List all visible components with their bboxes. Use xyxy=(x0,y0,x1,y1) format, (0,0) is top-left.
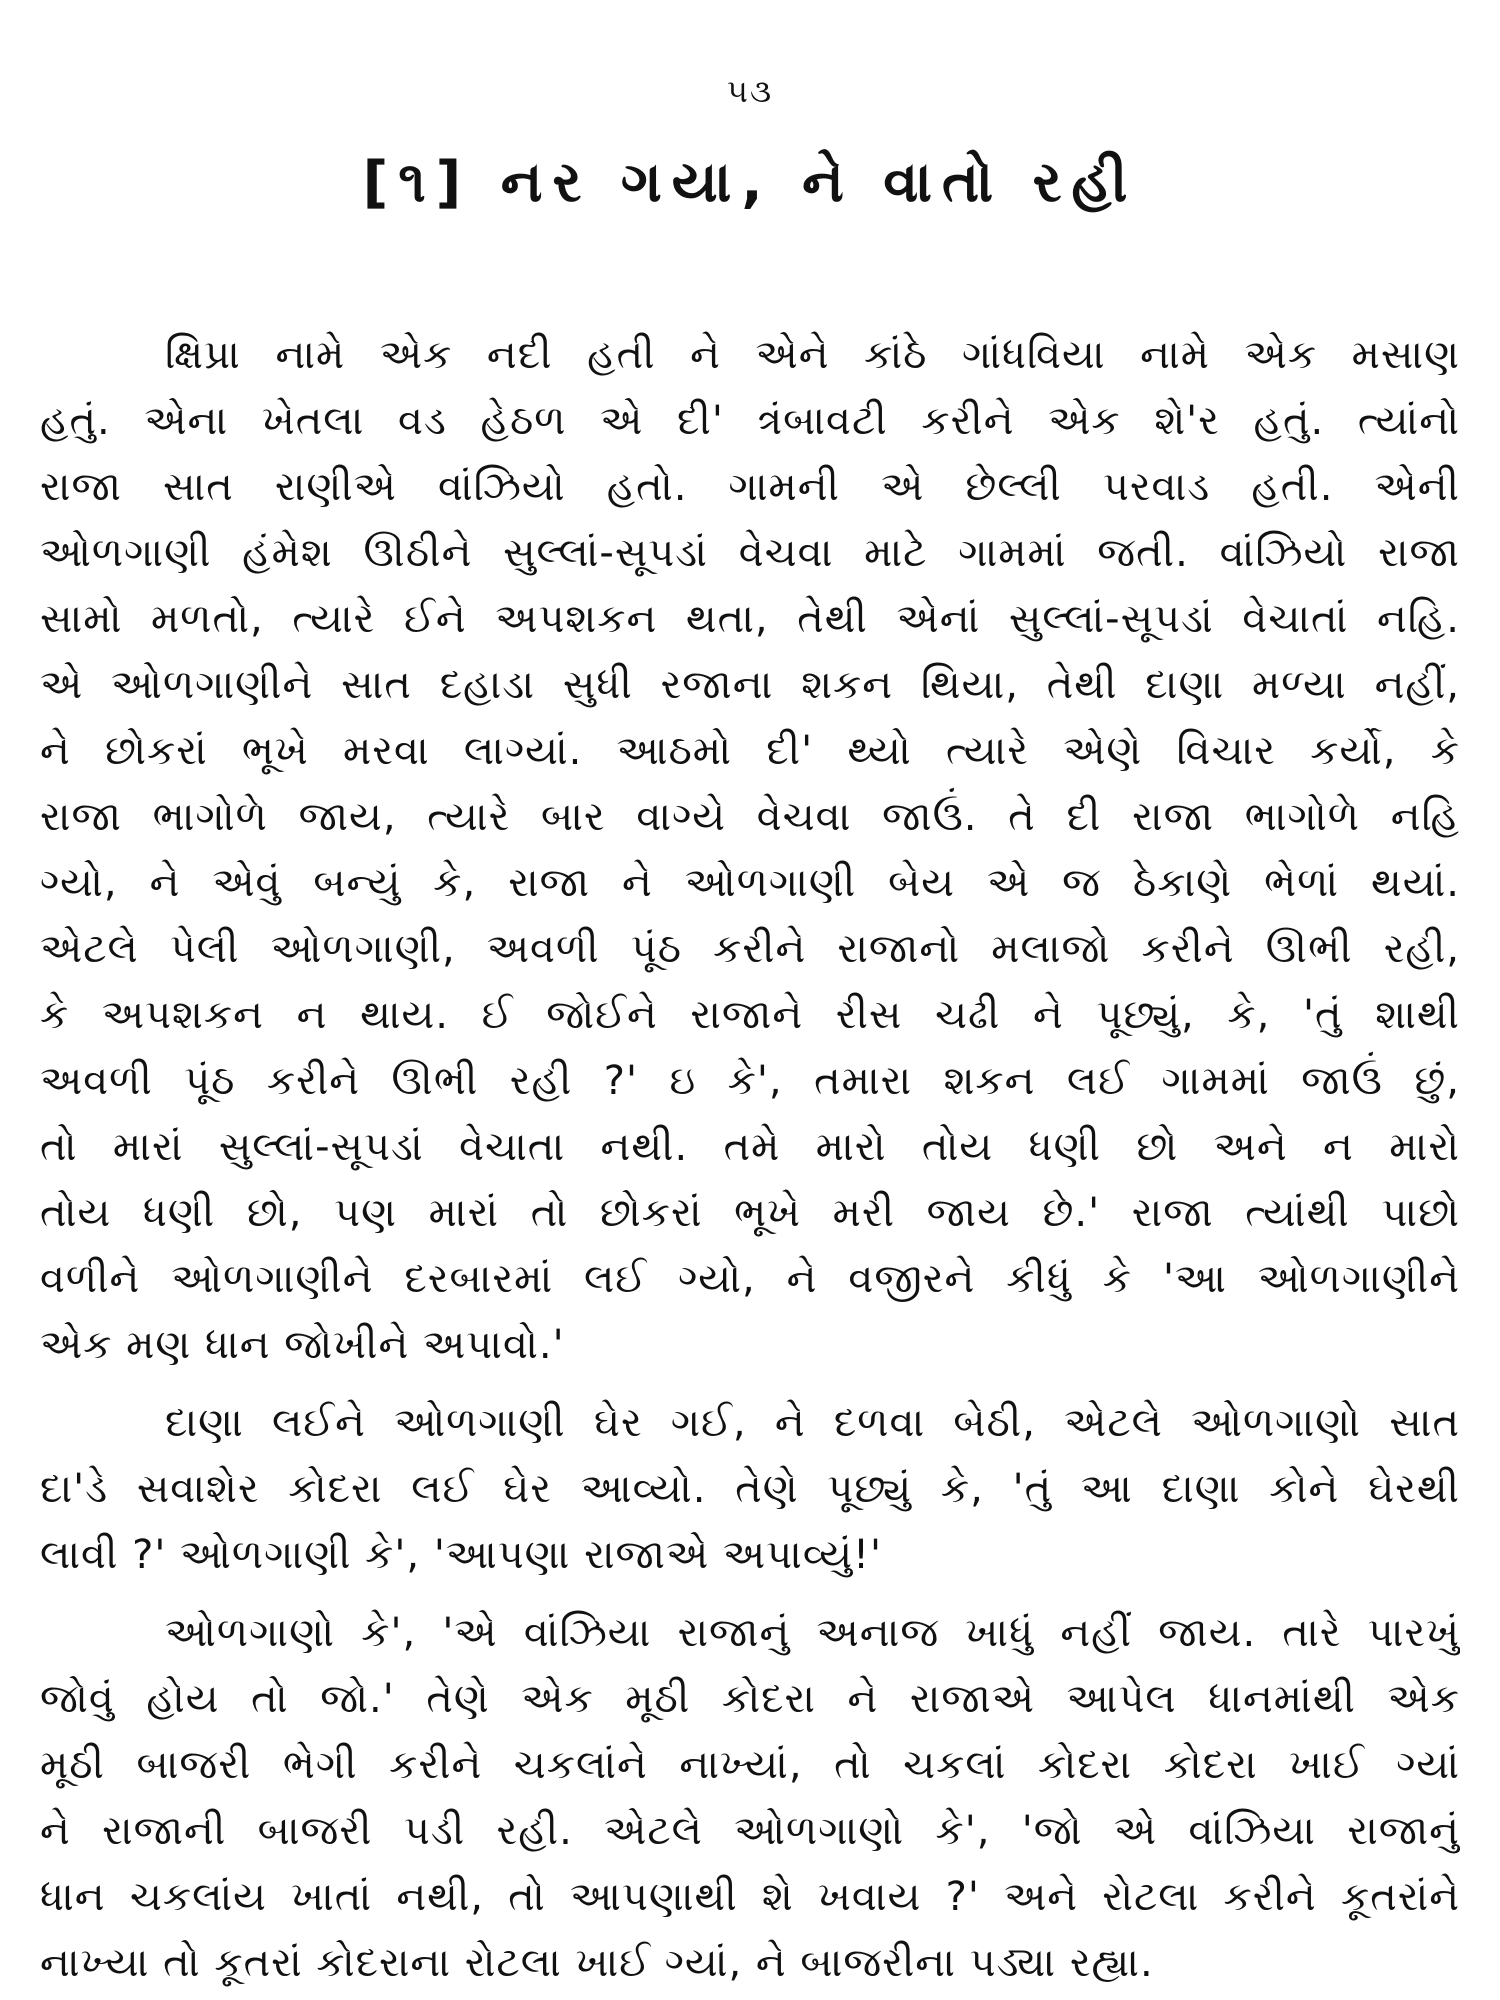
text-line: હતું. એના ખેતલા વડ હેઠળ એ દી' ત્રંબાવટી કરીને એક શે'ર હતું. ત્યાંનો xyxy=(40,398,1460,444)
text-line: ક્ષિપ્રા નામે એક નદી હતી ને એને કાંઠે ગાંધવિયા નામે એક મસાણ xyxy=(165,332,1460,378)
text-line: ને રાજાની બાજરી પડી રહી. એટલે ઓળગાણો કે', 'જો એ વાંઝિયા રાજાનું xyxy=(40,1808,1460,1854)
text-line: જોવું હોય તો જો.' તેણે એક મૂઠી કોદરા ને રાજાએ આપેલ ધાનમાંથી એક xyxy=(40,1676,1460,1722)
text-line: તો મારાં સુલ્લાં-સૂપડાં વેચાતા નથી. તમે મારો તોય ધણી છો અને ન મારો xyxy=(40,1124,1460,1170)
text-line: ને છોકરાં ભૂખે મરવા લાગ્યાં. આઠમો દી' થ્યો ત્યારે એણે વિચાર કર્યો, કે xyxy=(40,728,1460,774)
text-line: તોય ધણી છો, પણ મારાં તો છોકરાં ભૂખે મરી જાય છે.' રાજા ત્યાંથી પાછો xyxy=(40,1190,1460,1236)
paragraph xyxy=(40,322,1460,1378)
text-line: ઓળગાણો કે', 'એ વાંઝિયા રાજાનું અનાજ ખાધું નહીં જાય. તારે પારખું xyxy=(165,1610,1460,1656)
body-text xyxy=(40,322,1460,1996)
text-line: વળીને ઓળગાણીને દરબારમાં લઈ ગ્યો, ને વજીરને કીધું કે 'આ ઓળગાણીને xyxy=(40,1256,1460,1302)
text-line: ધાન ચકલાંય ખાતાં નથી, તો આપણાથી શે ખવાય ?' અને રોટલા કરીને કૂતરાંને xyxy=(40,1874,1460,1920)
text-line: દાણા લઈને ઓળગાણી ઘેર ગઈ, ને દળવા બેઠી, એટલે ઓળગાણો સાત xyxy=(165,1400,1460,1446)
text-line: અવળી પૂંઠ કરીને ઊભી રહી ?' ઇ કે', તમારા શકન લઈ ગામમાં જાઉં છું, xyxy=(40,1058,1460,1104)
paragraph-gap xyxy=(40,1588,1460,1600)
text-line: ઓળગાણી હંમેશ ઊઠીને સુલ્લાં-સૂપડાં વેચવા માટે ગામમાં જતી. વાંઝિયો રાજા xyxy=(40,530,1460,576)
text-line: એટલે પેલી ઓળગાણી, અવળી પૂંઠ કરીને રાજાનો મલાજો કરીને ઊભી રહી, xyxy=(40,926,1460,972)
text-line: ગ્યો, ને એવું બન્યું કે, રાજા ને ઓળગાણી બેય એ જ ઠેકાણે ભેળાં થયાં. xyxy=(40,860,1460,906)
paragraph-gap xyxy=(40,1378,1460,1390)
text-line: કે અપશકન ન થાય. ઈ જોઈને રાજાને રીસ ચઢી ને પૂછ્યું, કે, 'તું શાથી xyxy=(40,992,1460,1038)
text-line: એક મણ ધાન જોખીને અપાવો.' xyxy=(40,1322,565,1368)
paragraph xyxy=(40,1600,1460,1996)
text-line: રાજા ભાગોળે જાય, ત્યારે બાર વાગ્યે વેચવા જાઉં. તે દી રાજા ભાગોળે નહિ xyxy=(40,794,1460,840)
text-line: મૂઠી બાજરી ભેગી કરીને ચકલાંને નાખ્યાં, તો ચકલાં કોદરા કોદરા ખાઈ ગ્યાં xyxy=(40,1742,1460,1788)
text-line: સામો મળતો, ત્યારે ઈને અપશકન થતા, તેથી એનાં સુલ્લાં-સૂપડાં વેચાતાં નહિ. xyxy=(40,596,1460,642)
text-line: એ ઓળગાણીને સાત દહાડા સુધી રજાના શકન થિયા, તેથી દાણા મળ્યા નહીં, xyxy=(40,662,1460,708)
paragraph xyxy=(40,1390,1460,1588)
text-line: લાવી ?' ઓળગાણી કે', 'આપણા રાજાએ અપાવ્યું!' xyxy=(40,1532,883,1578)
page-number: ૫૩ xyxy=(726,72,774,110)
text-line: રાજા સાત રાણીએ વાંઝિયો હતો. ગામની એ છેલ્લી પરવાડ હતી. એની xyxy=(40,464,1460,510)
text-line: દા'ડે સવાશેર કોદરા લઈ ઘેર આવ્યો. તેણે પૂછ્યું કે, 'તું આ દાણા કોને ઘેરથી xyxy=(40,1466,1460,1512)
text-line: નાખ્યા તો કૂતરાં કોદરાના રોટલા ખાઈ ગ્યાં, ને બાજરીના પડ્યા રહ્યા. xyxy=(40,1940,1154,1986)
chapter-title: [૧] નર ગયા, ને વાતો રહી xyxy=(362,150,1138,215)
